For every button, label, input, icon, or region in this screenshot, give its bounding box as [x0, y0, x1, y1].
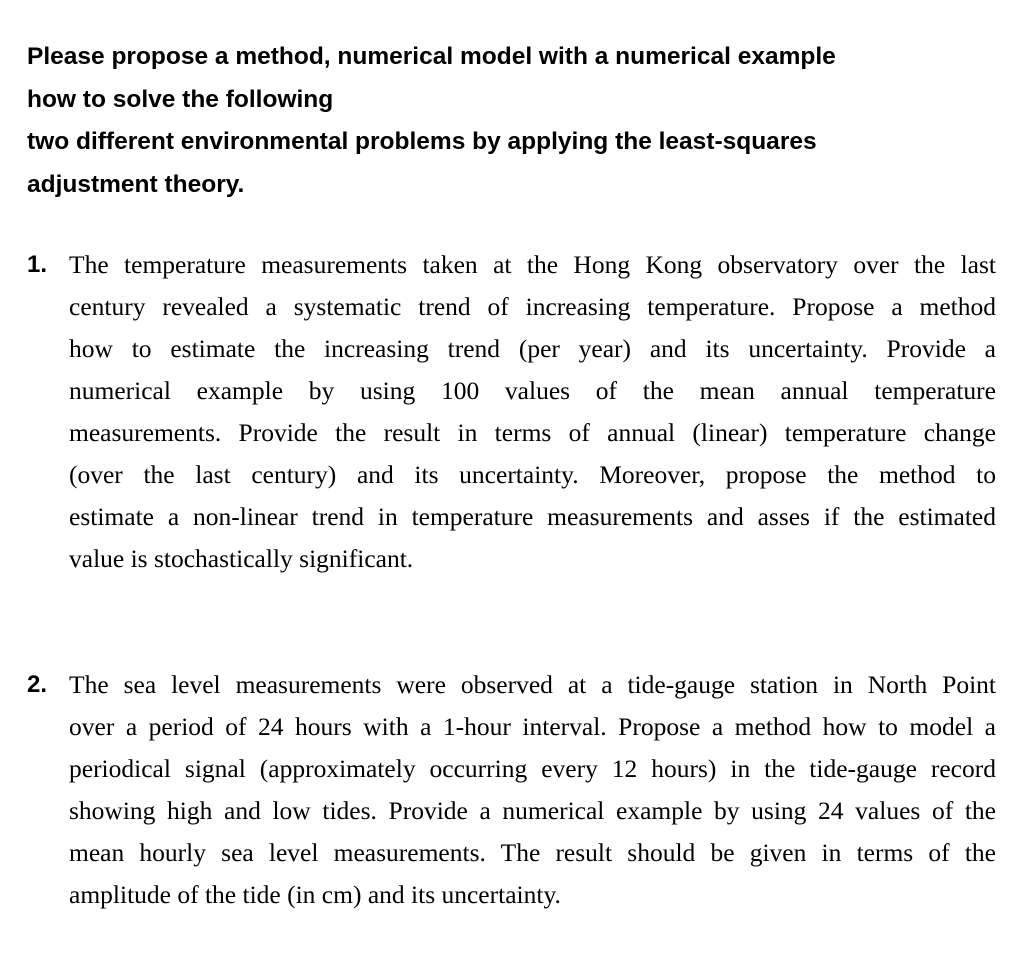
heading-line: how to solve the following — [27, 85, 334, 113]
question-line: amplitude of the tide (in cm) and its uncertainty. — [69, 880, 561, 909]
question-text — [69, 664, 996, 916]
question-line: mean hourly sea level measurements. The result should be given in terms of the — [69, 838, 996, 867]
question-line: The sea level measurements were observed at a tide-gauge station in North Point — [69, 670, 996, 699]
heading-line: two different environmental problems by applying the least-squares — [27, 128, 817, 155]
heading-line: adjustment theory. — [27, 170, 245, 198]
question-line: century revealed a systematic trend of increasing temperature. Propose a method — [69, 292, 996, 321]
question-line: measurements. Provide the result in terms of annual (linear) temperature change — [69, 418, 996, 447]
question-line: estimate a non-linear trend in temperature measurements and asses if the estimated — [69, 502, 996, 531]
question-line: value is stochastically significant. — [69, 544, 414, 573]
document-heading — [27, 36, 987, 206]
question-line: how to estimate the increasing trend (per year) and its uncertainty. Provide a — [69, 334, 996, 363]
question-number: 1. — [27, 251, 48, 278]
question-line: showing high and low tides. Provide a numerical example by using 24 values of the — [69, 796, 996, 825]
question-line: over a period of 24 hours with a 1-hour interval. Propose a method how to model a — [69, 712, 996, 741]
question-text — [69, 244, 996, 580]
question-line: periodical signal (approximately occurring every 12 hours) in the tide-gauge record — [69, 754, 996, 783]
question-line: numerical example by using 100 values of the mean annual temperature — [69, 376, 996, 405]
question-number: 2. — [27, 671, 48, 698]
heading-line: Please propose a method, numerical model with a numerical example — [27, 43, 836, 70]
question-line: (over the last century) and its uncertainty. Moreover, propose the method to — [69, 460, 996, 489]
question-line: The temperature measurements taken at the Hong Kong observatory over the last — [69, 250, 996, 279]
